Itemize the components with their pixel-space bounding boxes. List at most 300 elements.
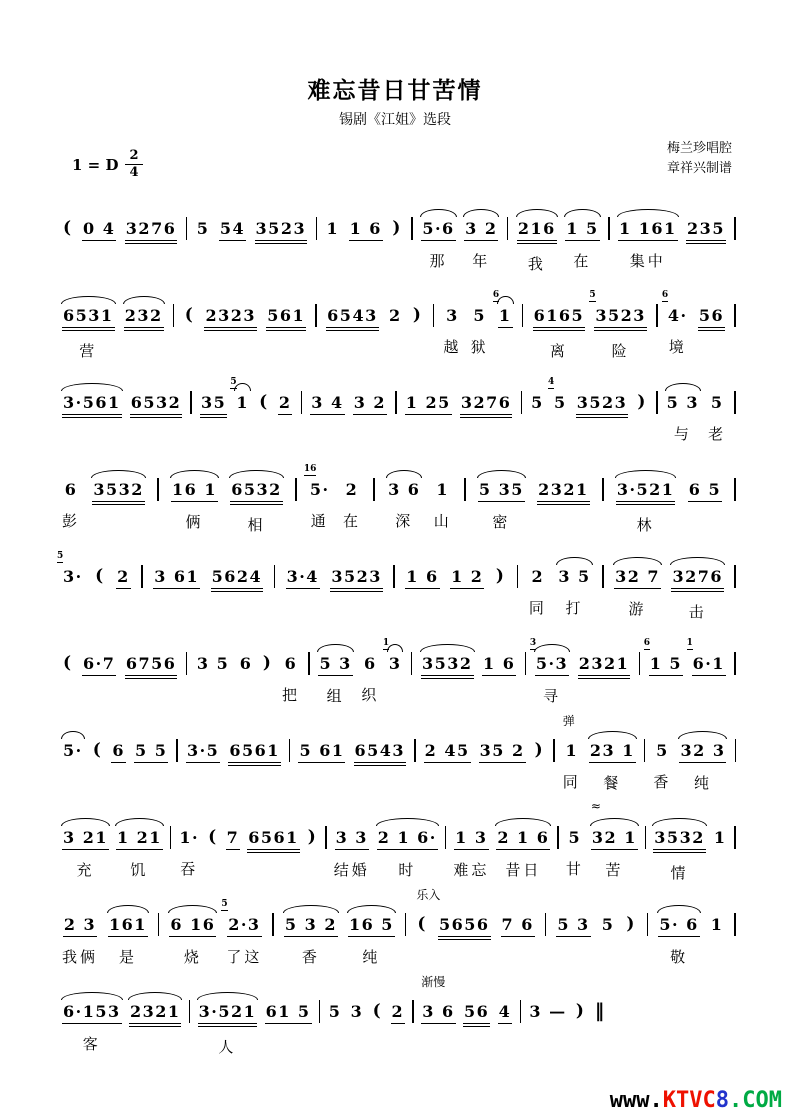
note-group [653,826,706,882]
tempo-annotation: ≈ [590,799,601,813]
notes: 3 3 [335,826,369,850]
notes: 3 61 [153,565,200,589]
barline-mark [520,1000,522,1023]
barline-mark [521,391,523,414]
lyric: 我 [527,255,546,273]
notes: 2321 [537,478,590,505]
note-group [438,913,491,969]
barline-mark [414,739,416,762]
score-line [62,377,736,451]
time-signature-numerator: 2 [125,149,142,165]
lyric: 同 [528,599,547,617]
notes: 3532 [421,652,474,679]
lyric: 时 [398,861,417,879]
lyric: 狱 [470,338,489,356]
barline-mark [308,652,310,675]
note-group [478,478,525,531]
note-group [391,1000,406,1053]
notes: 1 2 [450,565,484,589]
barline-mark [433,304,435,327]
notes: 6543 [354,739,407,766]
note-group [496,826,550,879]
grace-note: 6 [492,290,500,300]
note-group [614,565,661,618]
barline-mark [176,739,178,762]
lyric: 组 [326,687,345,705]
note-group [471,304,489,356]
note-group [266,304,306,360]
lyric: 营 [79,342,98,360]
notes: 5 [473,305,486,325]
notes: 6543 [326,304,379,331]
notes: 5 [601,914,615,934]
note-group [226,826,241,879]
parenthesis-mark: ( [63,653,73,673]
note-group [547,377,568,443]
lyric: 俩 [185,513,204,531]
parenthesis-mark: ) [637,392,647,412]
parenthesis-mark: ( [259,392,269,412]
notes: 3532 [92,478,145,505]
note-group [348,913,395,966]
barline-mark [445,826,447,849]
barline-mark [656,391,658,414]
note-group [92,478,145,534]
note-group [198,1000,258,1056]
notes: 3 5 [196,653,230,673]
parenthesis-mark: ) [495,566,506,586]
lyric: 那 [429,252,448,270]
credit-vocal: 梅兰珍唱腔 [666,141,732,156]
note-group [492,290,513,357]
lyric: 吞 [180,860,199,878]
notes: 32 3 [679,739,726,763]
notes: 3·5 [186,739,220,763]
note-group [653,739,671,791]
notes: 56 [463,1000,490,1027]
note-group [286,565,320,618]
barline [734,913,736,965]
barline [656,304,658,356]
lyric: 纯 [693,774,712,792]
note-group [278,391,293,444]
grace-note: 5 [57,551,64,561]
note-group [171,478,218,531]
lyric: 同 [562,773,581,791]
note-group [479,739,526,792]
notes: 2323 [204,304,257,331]
barline-mark [301,391,303,414]
parenthesis-mark: ) [626,914,636,934]
note-group [62,391,122,447]
note-group [537,478,590,534]
notes: 3523 [576,391,629,418]
notes: 3276 [125,217,178,244]
barline [411,217,413,269]
note-group [562,714,581,791]
note-group [698,304,725,360]
barline-mark [170,826,172,849]
parenthesis [636,391,648,443]
note-group [377,826,438,879]
note-group [576,391,629,447]
lyric: 客 [82,1035,101,1053]
note-group [405,565,439,618]
notes: 5· [309,479,330,499]
watermark-segment: .COM [729,1088,782,1113]
watermark-segment: 8 [715,1088,730,1113]
notes: 5 [196,218,210,238]
notes: 1 25 [405,391,452,415]
notes: 1 6 [349,217,383,241]
note-group [284,913,338,966]
notes: 5·6 [421,217,455,241]
song-title: 难忘昔日甘苦情 [307,78,483,104]
note-group [421,975,455,1053]
notes: 3523 [330,565,383,592]
parenthesis [258,391,270,443]
note-group [200,391,227,447]
lyric: 香 [653,773,672,791]
notes: 2 45 [424,739,471,763]
notes: 32 1 [591,826,638,850]
note-group [529,638,569,705]
notes: 6165 [533,304,586,331]
credit-score: 章祥兴制谱 [666,161,732,177]
notes: 35 2 [479,739,526,763]
note-group [666,391,700,443]
barline-mark [734,826,736,849]
notes: 2321 [129,1000,182,1027]
score-line [57,551,736,625]
notes: 6532 [130,391,183,418]
note-group [529,565,547,617]
watermark-segment: KTVC [662,1088,716,1113]
barline [414,739,416,791]
notes: 5624 [211,565,264,592]
barline [647,913,649,965]
time-signature-denominator: 4 [129,165,139,181]
notes: 3· [63,566,83,586]
barline [170,826,172,878]
notes: 3276 [460,391,513,418]
lyric: 密 [492,513,511,531]
barline-mark [141,565,143,588]
note-group [62,826,109,879]
note-group [382,638,403,704]
notes: 3 2 [353,391,387,415]
note-group [196,652,230,704]
notes: 1 [498,304,513,328]
notes: 3276 [671,565,724,592]
note-group [255,217,308,273]
note-group [501,913,535,966]
note-group [334,826,370,879]
barline [734,826,736,878]
barline-mark [602,478,604,501]
notes: 2321 [578,652,631,679]
barline [644,739,646,791]
barline-mark [319,1000,321,1023]
lyric: 香 [301,948,320,966]
grace-note: 5 [221,899,228,909]
barline-mark [189,1000,191,1023]
notes: 216 [517,217,557,244]
note-group [661,290,689,356]
barline [190,391,192,443]
barline-mark [734,217,736,240]
note-group [211,565,264,621]
notes: 3 [388,652,403,675]
barline [373,478,375,530]
note-group [219,217,246,270]
barline-mark [734,478,736,501]
lyric: 织 [361,686,380,704]
time-signature [125,149,142,181]
barline [608,217,610,269]
lyric: 彭 [62,512,81,530]
note-group [228,739,281,795]
note-group [108,913,148,966]
lyric: 与 [673,425,692,443]
note-group [464,217,498,270]
note-group [230,478,283,534]
barline-mark [325,826,327,849]
notes: 5 [531,392,544,412]
note-group [589,739,636,792]
note-group [349,217,383,270]
barline [274,565,276,617]
notes: 5 3 [666,391,700,414]
note-group [565,217,599,270]
notes: 3532 [653,826,706,853]
notes: 5·3 [535,652,569,676]
note-group [330,565,383,621]
final-barline-mark: ‖ [594,1000,606,1022]
note-group [354,739,407,795]
note-group [686,217,726,273]
note-group [405,391,452,444]
notes: 7 [226,826,241,850]
note-group [125,652,178,708]
note-group [557,565,591,617]
note-group [82,652,116,705]
barline-mark [464,478,466,501]
notes: 3·521 [198,1000,258,1027]
note-group [710,913,725,965]
parenthesis [412,304,424,356]
note-group [388,304,403,356]
barline-mark [734,391,736,414]
score-line [62,714,736,799]
barline-mark [522,304,524,327]
note-group [230,377,250,443]
barline [734,217,736,269]
parenthesis [207,826,219,878]
barline-mark [315,304,317,327]
notes: 5 3 [556,913,590,937]
parenthesis-mark: ) [307,827,318,847]
notes: 1 161 [618,217,678,241]
parenthesis [94,565,106,617]
parenthesis [262,652,274,704]
notes: 3·521 [616,478,676,505]
lyric: 险 [611,342,630,360]
score-line [62,799,736,886]
note-group [310,391,344,444]
lyric: 人 [218,1038,237,1056]
barline [308,652,310,704]
note-group [282,652,300,704]
notes: 3·561 [62,391,122,418]
notes: 1 [436,479,450,499]
final-barline [594,1000,607,1052]
barline-mark [272,913,274,936]
barline [507,217,509,269]
barline [393,565,395,617]
note-group [530,391,545,443]
barline [395,391,397,443]
notes: 56 [698,304,725,331]
note-group [353,391,387,444]
parenthesis-mark: ( [95,566,105,586]
lyric: 打 [565,599,584,617]
notes: 6·153 [62,1000,122,1024]
tempo-annotation: 渐慢 [421,975,446,989]
barline-mark [553,739,555,762]
barline [411,652,413,704]
barline [189,1000,191,1052]
parenthesis [575,1000,587,1052]
barline [525,652,527,704]
notes: 3 [446,305,459,325]
notes: 161 [108,913,148,937]
barline [301,391,303,443]
tempo-annotation: 乐入 [416,888,441,902]
grace-note: 16 [303,464,317,474]
barline [734,391,736,443]
credits [667,139,732,179]
notes: 4· [667,305,688,325]
notes: 6 5 [688,478,722,502]
notes: 23 1 [589,739,636,763]
lyric: 越 [443,338,462,356]
lyric: 在 [342,512,361,530]
barline [553,739,555,791]
note-group [204,304,257,360]
notes: 6 16 [169,913,216,937]
notes: 5 [568,827,582,847]
notes: 5 61 [298,739,345,763]
parenthesis-mark: ) [262,653,273,673]
barline-mark [645,826,647,849]
score-line [62,888,736,973]
lyric: 境 [668,338,687,356]
note-group [129,1000,182,1056]
barline-mark [412,1000,414,1023]
notes: 16 1 [171,478,218,502]
parenthesis [307,826,319,878]
note-group [125,217,178,273]
note-group [134,739,168,792]
note-group [453,826,489,879]
note-group [221,899,263,966]
note-group [178,826,200,878]
barline [445,826,447,878]
barline-mark [525,652,527,675]
notes: 5· 6 [658,913,699,937]
notes: 5 [328,1001,342,1021]
note-group [590,799,638,879]
score-line [62,464,736,538]
note-group [350,1000,365,1052]
key-signature [72,149,143,181]
notes: 1 21 [116,826,163,850]
barline [517,565,519,617]
parenthesis-mark: ) [575,1001,586,1021]
barline [557,826,559,878]
barline [734,478,736,530]
barline-mark [735,739,737,762]
parenthesis-mark: ) [412,305,423,325]
note-group [424,739,471,792]
note-group [658,913,699,966]
barline-mark [295,478,297,501]
note-group [688,478,722,531]
parenthesis-mark: ( [63,218,73,238]
notes: 5 3 2 [284,913,338,937]
notes: 6532 [230,478,283,505]
barline [464,478,466,530]
notes: 2 1 6· [377,826,438,850]
parenthesis [92,739,104,791]
lyric: 餐 [603,774,622,792]
note-group [463,1000,490,1056]
grace-note: 5 [230,377,237,387]
note-group [325,217,340,269]
barline-mark [647,913,649,936]
parenthesis-mark: ( [208,827,218,847]
lyric: 敬 [670,948,689,966]
notes: 2 [278,391,293,415]
notes: 1 3 [454,826,488,850]
note-group [460,391,513,447]
note-group [361,652,379,704]
notes: 6756 [125,652,178,679]
note-group [265,1000,312,1053]
watermark [610,1088,782,1113]
notes: 5 [553,392,567,412]
parenthesis-mark: ) [534,740,545,760]
key-label: 1 = D [72,155,119,174]
note-group [62,913,98,966]
barline-mark [190,391,192,414]
score-line [62,217,736,277]
notes: 1 5 [649,652,683,676]
note-group [616,478,676,534]
barline-mark [411,217,413,240]
notes: 5· [62,739,84,762]
barline [645,826,647,878]
parenthesis-mark: ( [417,914,427,934]
note-group [578,652,631,708]
note-group [601,913,616,965]
notes: 2 [116,565,131,589]
notes: 6 [284,653,298,673]
barline-mark [173,304,175,327]
notes: 3 6 [387,478,421,501]
lyric: 游 [628,600,647,618]
